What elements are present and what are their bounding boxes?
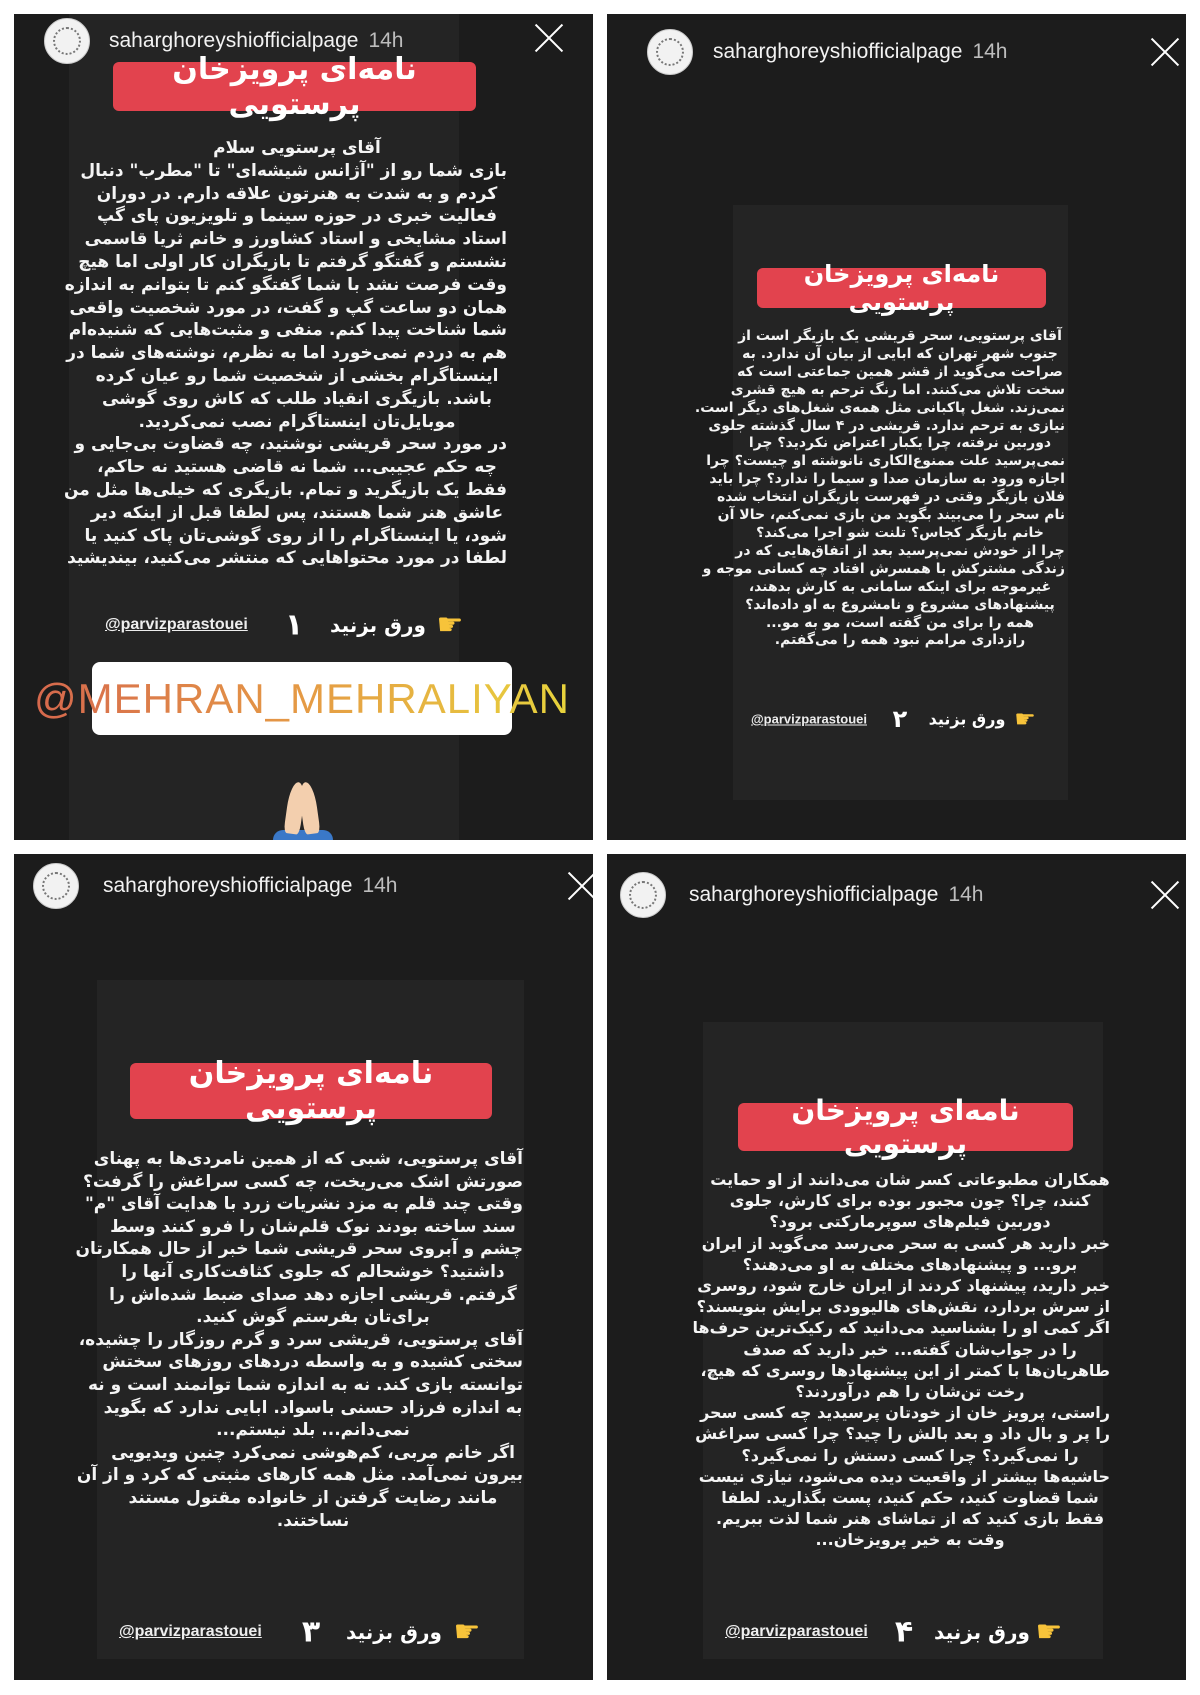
letter-line: سند ساخته بودند نوک قلم‌شان را فرو کنند وسط — [110, 1216, 516, 1237]
avatar[interactable] — [44, 18, 90, 64]
letter-line: گرفتم. قریشی اجازه دهد صدای ضبط شده‌اش را — [109, 1284, 517, 1305]
mention-link[interactable]: @parvizparastouei — [119, 1623, 262, 1640]
letter-line: استاد مشایخی و استاد کشاورز و خانم ثریا قاسمی — [84, 229, 507, 250]
swipe-label: ورق بزنید — [346, 1620, 442, 1644]
letter-line: رازداری مرامم نبود همه را می‌گفتم. — [774, 632, 1026, 649]
letter-line: بیرون نمی‌آمد. مثل همه کارهای مثبتی که کرد و از آن — [76, 1465, 523, 1486]
close-icon[interactable] — [567, 871, 593, 901]
letter-line: خبر دارید هر کسی به سحر می‌رسد می‌گوید از ایران — [701, 1233, 1110, 1253]
mention-sticker-text: @MEHRAN_MEHRALIYAN — [34, 674, 570, 722]
letter-body — [63, 137, 507, 570]
story-panel — [607, 854, 1186, 1680]
post-time: 14h — [972, 40, 1008, 63]
letter-line: آقای پرستویی، سحر قریشی یک بازیگر است از — [738, 328, 1062, 344]
letter-line: چرا از خودش نمی‌پرسید بعد از اتفاق‌هایی که در — [735, 542, 1065, 559]
story-panel — [14, 854, 593, 1680]
username-link[interactable]: saharghoreyshiofficialpage — [109, 29, 359, 52]
post-time: 14h — [362, 874, 398, 897]
letter-line: به اندازه فرزاد حسنی باسواد. ابایی ندارد که بگوید — [103, 1397, 523, 1418]
story-panel — [14, 14, 593, 840]
letter-line: نساختند. — [276, 1510, 350, 1531]
letter-line: آقای پرستویی سلام — [213, 138, 381, 158]
letter-line: نشستم و گفتگو گرفتم تا بازیگران کار اولی اما هیچ — [78, 251, 507, 272]
swipe-label: ورق بزنید — [330, 613, 426, 637]
letter-title-banner: نامه‌ای پرویزخان پرستویی — [113, 62, 476, 111]
letter-line: را پر و بال داد و بعد بالش را چید؟ چرا کسی سراغش — [695, 1424, 1110, 1444]
letter-line: خانم بازیگر کجاس؟ تلنت شو اجرا می‌کند؟ — [756, 524, 1044, 541]
letter-line: مانند رضایت گرفتن از خانواده مقتول مستند — [128, 1487, 498, 1508]
letter-line: سخت تلاش می‌کنند. اما رنگ ترحم به هیچ قشری — [730, 381, 1065, 398]
letter-line: فقط بازی کنید که از تماشای هنر شما لذت ببریم. — [715, 1509, 1105, 1529]
letter-title-banner: نامه‌ای پرویزخان پرستویی — [757, 268, 1046, 308]
pointing-hand-icon: ☛ — [453, 1614, 481, 1650]
close-icon[interactable] — [534, 23, 564, 53]
letter-line: همه را برای من گفته است، مو به مو... — [765, 614, 1035, 631]
letter-line: کنند، چرا؟ چون مجبور بوده برای کارش، جلوی — [729, 1191, 1091, 1211]
letter-line: عاشق هنر شما هستند، پس لطفا قبل از اینکه دیر — [90, 502, 504, 523]
story-header — [689, 883, 984, 907]
letter-line: شما قضاوت کنید، حکم کنید، پست بگذارید. لطفا — [721, 1488, 1099, 1508]
letter-line: برای‌تان بفرستم گوش کنید. — [196, 1307, 430, 1328]
letter-line: نمی‌پرسید علت ممنوع‌الکاری نانوشته او چیست؟ چرا — [706, 453, 1065, 470]
letter-line: فقط یک بازیگرید و تمام. بازیگری که خیلی‌ها مثل من — [63, 479, 507, 500]
letter-line: را در جواب‌شان گفته... خبر دارید که صدف — [743, 1339, 1077, 1359]
letter-line: شما شناخت پیدا کنم. منفی و مثبت‌هایی که شنیده‌ام — [68, 320, 507, 341]
letter-line: دوربین نرفته، چرا یکبار اعتراض نکردید؟ چرا — [748, 435, 1052, 452]
avatar[interactable] — [33, 863, 79, 909]
pointing-hand-icon: ☛ — [1014, 705, 1036, 733]
page-number: ۲ — [892, 705, 908, 733]
letter-body — [694, 328, 1065, 650]
letter-line: صورتش اشک می‌ریخت، چه کسی سراغش را گرفت؟ — [82, 1171, 523, 1192]
letter-line: حاشیه‌ها بیشتر از واقعیت دیده می‌شود، نیازی نیست — [698, 1466, 1110, 1486]
avatar[interactable] — [647, 29, 693, 75]
letter-line: توانسته بازی کند. نه به اندازه شما توانمند است و نه — [88, 1374, 523, 1395]
letter-title-banner: نامه‌ای پرویزخان پرستویی — [130, 1063, 492, 1119]
page-number: ۳ — [301, 1614, 321, 1650]
letter-line: همکاران مطبوعاتی کسر شان می‌دانند از او حمایت — [710, 1170, 1110, 1189]
letter-line: نیازی به ترحم ندارد. قریشی در ۴ سال گذشته جلوی — [708, 417, 1065, 434]
letter-line: اینستاگرام بخشی از شخصیت شما رو عیان کرده — [95, 365, 499, 386]
letter-line: نام سحر را می‌بیند بگوید من بازی نمی‌کنم، حالا آن — [717, 507, 1065, 524]
username-link[interactable]: saharghoreyshiofficialpage — [103, 874, 353, 897]
mention-link[interactable]: @parvizparastouei — [751, 711, 867, 727]
username-link[interactable]: saharghoreyshiofficialpage — [689, 883, 939, 906]
post-time: 14h — [368, 29, 404, 52]
page-number: ۴ — [894, 1614, 914, 1650]
letter-line: خبر دارید، پیشنهاد کردند از ایران خارج شود، روسری — [697, 1276, 1110, 1296]
letter-line: فعالیت خبری در حوزه سینما و تلویزیون پای گپ — [96, 206, 498, 227]
swipe-label: ورق بزنید — [934, 1620, 1030, 1644]
story-header — [103, 874, 398, 898]
page-number: ۱ — [284, 607, 304, 643]
letter-line: اگر کمی او را بشناسید می‌دانید که رکیک‌ترین حرف‌ها — [692, 1318, 1110, 1338]
close-icon[interactable] — [1150, 37, 1180, 67]
letter-line: پیشنهادهای مشروع و نامشروع به او داده‌اند؟ — [745, 596, 1055, 613]
swipe-label: ورق بزنید — [928, 709, 1006, 729]
letter-line: آقای پرستویی، شبی که از همین نامردی‌ها به پهنای — [93, 1149, 523, 1169]
letter-line: جنوب شهر تهران که ابایی از بیان آن ندارد. به — [742, 345, 1058, 362]
letter-line: چشم و آبروی سحر قریشی شما خبر از حال همکارتان — [75, 1239, 523, 1260]
story-header — [109, 29, 404, 53]
letter-line: سختی کشیده و به واسطه دردهای روزهای سختش — [102, 1352, 523, 1373]
letter-line: وقتی چند قلم به مزد نشریات زرد با هدایت آقای "م" — [84, 1194, 523, 1215]
mention-link[interactable]: @parvizparastouei — [105, 616, 248, 633]
letter-body — [692, 1169, 1110, 1551]
letter-line: دوربین فیلم‌های سوپرمارکتی برود؟ — [769, 1212, 1051, 1232]
avatar[interactable] — [620, 872, 666, 918]
mention-link[interactable]: @parvizparastouei — [725, 1623, 868, 1640]
story-panel — [607, 14, 1186, 840]
letter-line: موبایل‌تان اینستاگرام نصب نمی‌کردید. — [138, 411, 456, 432]
letter-title-banner: نامه‌ای پرویزخان پرستویی — [738, 1103, 1073, 1151]
letter-line: نمی‌زند. شغل پاکبانی مثل همه‌ی شغل‌های دیگر است. — [694, 399, 1065, 416]
letter-line: کردم و به شدت به هنرتون علاقه دارم. در دوران — [96, 183, 498, 204]
letter-line: اجازه ورود به سازمان صدا و سیما را ندارد؟ چرا باید — [709, 471, 1065, 488]
close-icon[interactable] — [1150, 880, 1180, 910]
letter-line: فلان بازیگر وقتی در فهرست بازیگران انتخاب شده — [717, 489, 1065, 506]
letter-line: زندگی مشترکش با همسرش افتاد چه کسانی موجه و — [702, 560, 1065, 577]
letter-line: باشد. بازیگری انقیاد طلب که کاش روی گوشی — [102, 388, 492, 409]
mention-sticker[interactable] — [34, 662, 570, 735]
letter-line: صراحت می‌گوید از قشر همین جماعتی است که — [737, 363, 1063, 380]
letter-line: همان دو ساعت گپ و گفت، در مورد شخصیت واقعی — [69, 297, 507, 318]
letter-line: را نمی‌گیرد؟ چرا کسی دستش را نمی‌گیرد؟ — [741, 1445, 1079, 1465]
letter-line: در مورد سحر قریشی نوشتید، چه قضاوت بی‌جایی و — [74, 434, 507, 455]
story-header — [713, 40, 1008, 64]
letter-line: شود، یا اینستاگرام را از روی گوشی‌تان پاک کنید یا — [84, 525, 507, 546]
letter-line: داشتید؟ خوشحالم که جلوی کثافت‌کاری آنها را — [121, 1261, 505, 1282]
letter-line: از سرش بردارد، نقش‌های هالیوودی برایش بنویسند؟ — [696, 1297, 1110, 1317]
letter-line: برو... و پیشنهادهای مختلف به او می‌دهند؟ — [742, 1254, 1078, 1274]
letter-line: چه حکم عجیبی... شما نه قاضی هستید نه حاکم، — [97, 457, 497, 478]
letter-body — [75, 1148, 523, 1532]
letter-line: رخت تن‌شان را هم درآوردند؟ — [795, 1382, 1025, 1402]
letter-line: وقت به خیر پرویزخان... — [815, 1530, 1005, 1550]
post-time: 14h — [948, 883, 984, 906]
username-link[interactable]: saharghoreyshiofficialpage — [713, 40, 963, 63]
letter-line: غیرموجه برای اینکه سامانی به کارش بدهند، — [748, 578, 1052, 595]
letter-line: طاهریان‌ها با کمتر از این پیشنهادها روسری که هیچ، — [700, 1360, 1110, 1380]
pointing-hand-icon: ☛ — [1035, 1614, 1063, 1650]
praying-hands-icon — [273, 774, 333, 834]
letter-line: راستی، پرویز خان از خودتان پرسیدید چه کسی سحر — [700, 1403, 1110, 1423]
letter-line: هم به دردم نمی‌خورد اما به نظرم، نوشته‌های شما در — [66, 343, 507, 364]
letter-line: نمی‌دانم... بلد نیستم... — [216, 1420, 410, 1441]
letter-line: بازی شما رو از "آژانس شیشه‌ای" تا "مطرب" دنبال — [80, 160, 507, 181]
pointing-hand-icon: ☛ — [436, 607, 464, 643]
letter-line: آقای پرستویی، قریشی سرد و گرم روزگار را چشیده، — [78, 1329, 523, 1350]
letter-line: لطفا در مورد محتواهایی که منتشر می‌کنید، بیندیشید — [67, 548, 507, 569]
letter-line: اگر خانم مربی، کم‌هوشی نمی‌کرد چنین ویدیویی — [111, 1442, 515, 1463]
letter-line: وقت فرصت نشد با شما گفتگو کنم تا بتوانم به اندازه — [64, 274, 507, 295]
